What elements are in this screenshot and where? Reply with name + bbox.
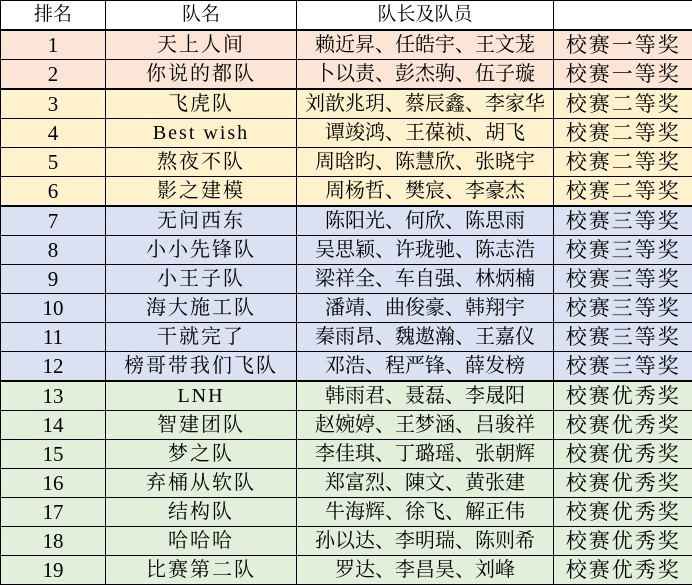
team-name-cell: 榜哥带我们飞队 xyxy=(106,352,297,382)
award-cell: 校赛优秀奖 xyxy=(554,527,692,556)
rank-cell: 11 xyxy=(1,323,106,352)
award-cell: 校赛优秀奖 xyxy=(554,381,692,411)
table-row xyxy=(1,556,692,585)
rank-cell: 10 xyxy=(1,294,106,323)
rank-cell: 19 xyxy=(1,556,106,585)
award-cell: 校赛三等奖 xyxy=(554,352,692,382)
table-row xyxy=(1,89,692,119)
team-name-cell: 干就完了 xyxy=(106,323,297,352)
members-cell: 陈阳光、何欣、陈思雨 xyxy=(297,206,554,236)
rank-cell: 14 xyxy=(1,411,106,440)
team-name-cell: LNH xyxy=(106,381,297,411)
team-name-cell: 小王子队 xyxy=(106,265,297,294)
table-row xyxy=(1,527,692,556)
rank-cell: 3 xyxy=(1,89,106,119)
team-name-cell: 飞虎队 xyxy=(106,89,297,119)
rank-cell: 1 xyxy=(1,30,106,60)
table-header xyxy=(1,1,692,31)
rank-cell: 18 xyxy=(1,527,106,556)
table-row xyxy=(1,30,692,60)
award-cell: 校赛三等奖 xyxy=(554,294,692,323)
members-cell: 罗达、李昌昊、刘峰 xyxy=(297,556,554,585)
members-cell: 谭竣鸿、王葆祯、胡飞 xyxy=(297,119,554,148)
team-name-cell: 你说的都队 xyxy=(106,60,297,90)
rank-cell: 7 xyxy=(1,206,106,236)
team-name-cell: 结构队 xyxy=(106,498,297,527)
table-row xyxy=(1,119,692,148)
members-cell: 孙以达、李明瑞、陈则希 xyxy=(297,527,554,556)
award-cell: 校赛优秀奖 xyxy=(554,440,692,469)
members-cell: 赵婉婷、王梦涵、吕骏祥 xyxy=(297,411,554,440)
award-cell: 校赛三等奖 xyxy=(554,323,692,352)
team-name-cell: 无问西东 xyxy=(106,206,297,236)
members-cell: 韩雨君、聂磊、李晟阳 xyxy=(297,381,554,411)
team-name-cell: Best wish xyxy=(106,119,297,148)
award-cell: 校赛优秀奖 xyxy=(554,556,692,585)
rank-cell: 12 xyxy=(1,352,106,382)
rank-cell: 5 xyxy=(1,148,106,177)
table-row xyxy=(1,469,692,498)
team-name-cell: 熬夜不队 xyxy=(106,148,297,177)
table-row xyxy=(1,411,692,440)
column-header-members: 队长及队员 xyxy=(297,1,554,31)
team-name-cell: 哈哈哈 xyxy=(106,527,297,556)
column-header-rank: 排名 xyxy=(1,1,106,31)
award-cell: 校赛优秀奖 xyxy=(554,498,692,527)
members-cell: 潘靖、曲俊豪、韩翔宇 xyxy=(297,294,554,323)
members-cell: 吴思颖、许珑驰、陈志浩 xyxy=(297,236,554,265)
award-cell: 校赛二等奖 xyxy=(554,89,692,119)
table-row xyxy=(1,148,692,177)
table-row xyxy=(1,177,692,207)
table-row xyxy=(1,381,692,411)
column-header-team: 队名 xyxy=(106,1,297,31)
rank-cell: 8 xyxy=(1,236,106,265)
table-row xyxy=(1,440,692,469)
members-cell: 秦雨昂、魏遨瀚、王嘉仪 xyxy=(297,323,554,352)
members-cell: 周杨哲、樊宸、李豪杰 xyxy=(297,177,554,207)
award-cell: 校赛三等奖 xyxy=(554,236,692,265)
members-cell: 卜以责、彭杰驹、伍子璇 xyxy=(297,60,554,90)
award-cell: 校赛三等奖 xyxy=(554,206,692,236)
rank-cell: 15 xyxy=(1,440,106,469)
rank-cell: 9 xyxy=(1,265,106,294)
members-cell: 李佳琪、丁璐瑶、张朝辉 xyxy=(297,440,554,469)
award-cell: 校赛二等奖 xyxy=(554,119,692,148)
rank-cell: 4 xyxy=(1,119,106,148)
table-row xyxy=(1,294,692,323)
members-cell: 赖近昇、任皓宇、王文茏 xyxy=(297,30,554,60)
team-name-cell: 智建团队 xyxy=(106,411,297,440)
rank-cell: 16 xyxy=(1,469,106,498)
members-cell: 刘歆兆玥、蔡辰鑫、李家华 xyxy=(297,89,554,119)
award-cell: 校赛三等奖 xyxy=(554,265,692,294)
rank-cell: 17 xyxy=(1,498,106,527)
team-name-cell: 小小先锋队 xyxy=(106,236,297,265)
award-cell: 校赛二等奖 xyxy=(554,148,692,177)
team-name-cell: 影之建模 xyxy=(106,177,297,207)
table-row xyxy=(1,323,692,352)
table-row xyxy=(1,60,692,90)
award-cell: 校赛优秀奖 xyxy=(554,411,692,440)
rank-cell: 6 xyxy=(1,177,106,207)
award-cell: 校赛一等奖 xyxy=(554,30,692,60)
header-row xyxy=(1,1,692,31)
members-cell: 邓浩、程严锋、薛发榜 xyxy=(297,352,554,382)
team-name-cell: 比赛第二队 xyxy=(106,556,297,585)
award-cell: 校赛二等奖 xyxy=(554,177,692,207)
award-cell: 校赛优秀奖 xyxy=(554,469,692,498)
column-header-award xyxy=(554,1,692,31)
table-body xyxy=(1,30,692,585)
table-row xyxy=(1,236,692,265)
award-cell: 校赛一等奖 xyxy=(554,60,692,90)
members-cell: 牛海辉、徐飞、解正伟 xyxy=(297,498,554,527)
table-row xyxy=(1,498,692,527)
team-name-cell: 天上人间 xyxy=(106,30,297,60)
team-name-cell: 海大施工队 xyxy=(106,294,297,323)
rank-cell: 2 xyxy=(1,60,106,90)
table-row xyxy=(1,265,692,294)
table-row xyxy=(1,206,692,236)
team-name-cell: 梦之队 xyxy=(106,440,297,469)
members-cell: 周晗昀、陈慧欣、张晓宇 xyxy=(297,148,554,177)
table-row xyxy=(1,352,692,382)
team-name-cell: 弃桶从软队 xyxy=(106,469,297,498)
members-cell: 梁祥全、车自强、林炳楠 xyxy=(297,265,554,294)
members-cell: 郑富烈、陳文、黄张建 xyxy=(297,469,554,498)
rank-cell: 13 xyxy=(1,381,106,411)
